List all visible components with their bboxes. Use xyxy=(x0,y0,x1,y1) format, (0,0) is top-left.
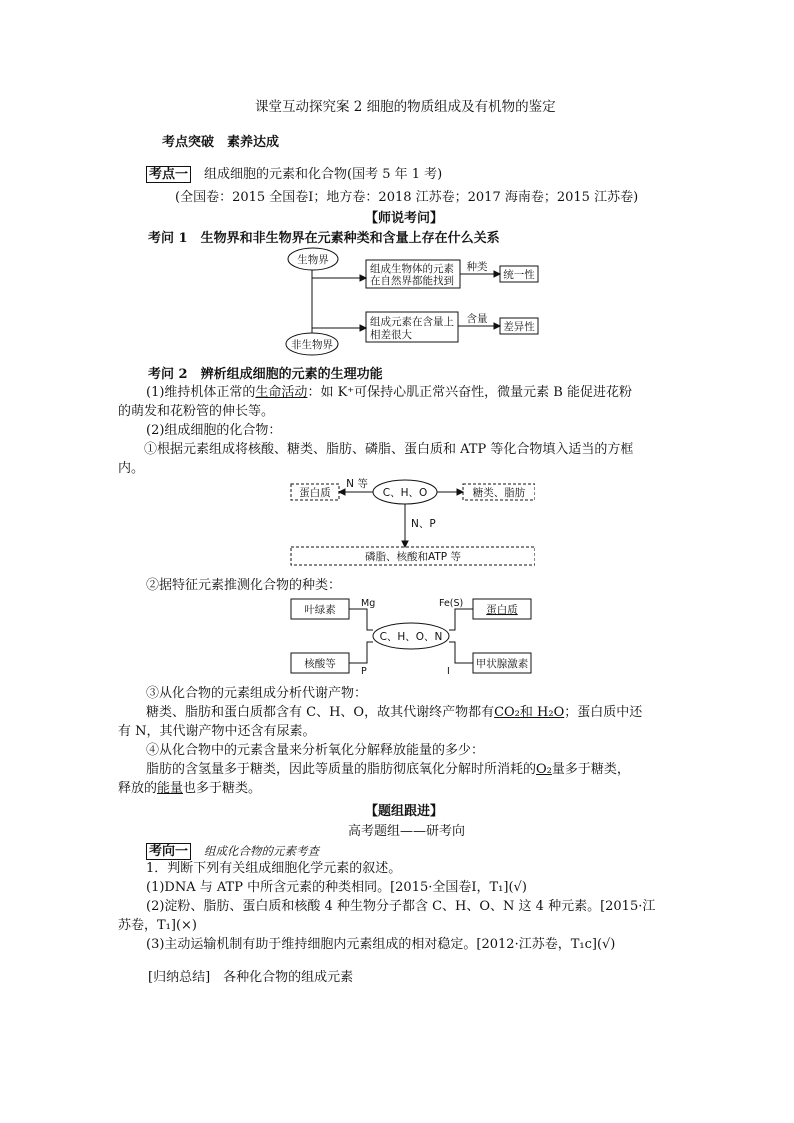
d2-bottom: 磷脂、核酸和ATP 等 xyxy=(365,551,461,563)
para-6-cont: 有 N，其代谢产物中还含有尿素。 xyxy=(118,724,316,739)
kaodian-text: 组成细胞的元素和化合物(国考 5 年 1 考) xyxy=(204,167,443,182)
para-1: (1)维持机体正常的生命活动：如 K⁺可保持心肌正常兴奋性，微量元素 B 能促进花粉 xyxy=(146,385,632,400)
d3-tr-label: Fe(S) xyxy=(439,598,464,609)
d1-box2b: 相差很大 xyxy=(370,329,412,341)
d1-box1b: 在自然界都能找到 xyxy=(370,275,454,287)
d1-arrow2: 含量 xyxy=(466,313,488,325)
para-2: (2)组成细胞的化合物： xyxy=(146,423,282,438)
t1-item-2: (2)淀粉、脂肪、蛋白质和核酸 4 种生物分子都含 C、H、O、N 这 4 种元素。[2015·江 xyxy=(146,899,656,914)
kaodian-sub: (全国卷：2015 全国卷Ⅰ；地方卷：2018 江苏卷；2017 海南卷；2015 江苏卷) xyxy=(175,190,639,205)
para-5: ③从化合物的元素组成分析代谢产物： xyxy=(146,686,368,701)
kaoxiang-label: 考向一 xyxy=(146,843,191,860)
d3-bl: 核酸等 xyxy=(304,658,336,670)
para-8-cont: 释放的能量也多于糖类。 xyxy=(118,781,262,796)
d3-tl: 叶绿素 xyxy=(304,604,336,616)
kaodian-heading xyxy=(146,163,442,182)
d2-down-label: N、P xyxy=(411,518,436,530)
question-t1: 1．判断下列有关组成细胞化学元素的叙述。 xyxy=(146,861,402,876)
t1-item-2-cont: 苏卷，T₁](×) xyxy=(118,918,197,933)
d1-arrow1: 种类 xyxy=(466,261,488,273)
gaokao-heading: 高考题组——研考向 xyxy=(348,824,466,839)
d3-br: 甲状腺激素 xyxy=(475,658,529,670)
d2-right: 糖类、脂肪 xyxy=(472,487,526,499)
diagram-compound-elements xyxy=(285,477,535,567)
para-7: ④从化合物中的元素含量来分析氧化分解释放能量的多少： xyxy=(146,743,485,758)
d3-tr: 蛋白质 xyxy=(486,604,518,616)
kaodian-label: 考点一 xyxy=(146,166,191,183)
para-6: 糖类、脂肪和蛋白质都含有 C、H、O，故其代谢终产物都有CO₂和 H₂O；蛋白质中还 xyxy=(146,705,643,720)
d1-box1a: 组成生物体的元素 xyxy=(370,263,454,275)
question-2: 考问 2 辨析组成细胞的元素的生理功能 xyxy=(148,367,383,382)
d1-nonbio: 非生物界 xyxy=(291,339,333,351)
para-8: 脂肪的含氢量多于糖类，因此等质量的脂肪彻底氧化分解时所消耗的O₂量多于糖类， xyxy=(146,762,630,777)
para-4: ②据特征元素推测化合物的种类： xyxy=(146,578,342,593)
para-3-cont: 内。 xyxy=(118,461,145,476)
kaoxiang-text: 组成化合物的元素考查 xyxy=(204,844,320,858)
section-heading: 考点突破 素养达成 xyxy=(162,135,280,150)
d2-center: C、H、O xyxy=(382,487,428,499)
d1-bio: 生物界 xyxy=(297,254,329,266)
t1-item-3: (3)主动运输机制有助于维持细胞内元素组成的相对稳定。[2012·江苏卷，T₁c](√) xyxy=(146,937,616,952)
page-title: 课堂互动探究案 2 细胞的物质组成及有机物的鉴定 xyxy=(255,99,556,115)
d2-left-arrow: N 等 xyxy=(346,478,368,490)
kaoxiang-heading xyxy=(146,840,319,859)
diagram-characteristic-elements xyxy=(285,595,535,677)
d1-res2: 差异性 xyxy=(503,321,535,333)
d3-br-label: I xyxy=(447,666,450,677)
d1-box2a: 组成元素在含量上 xyxy=(370,316,454,328)
para-1-cont: 的萌发和花粉管的伸长等。 xyxy=(118,404,275,419)
question-1: 考问 1 生物界和非生物界在元素种类和含量上存在什么关系 xyxy=(148,231,500,246)
d2-left: 蛋白质 xyxy=(299,487,331,499)
para-3: ①根据元素组成将核酸、糖类、脂肪、磷脂、蛋白质和 ATP 等化合物填入适当的方框 xyxy=(144,442,634,457)
d3-bl-label: P xyxy=(361,666,367,677)
shishuo-heading: 【师说考问】 xyxy=(365,211,444,226)
tizu-heading: 【题组跟进】 xyxy=(365,804,444,819)
d3-tl-label: Mg xyxy=(361,598,376,609)
diagram-bio-nonbio xyxy=(280,244,550,356)
t1-item-1: (1)DNA 与 ATP 中所含元素的种类相同。[2015·全国卷Ⅰ，T₁](√) xyxy=(146,880,527,895)
guina-heading: [归纳总结] 各种化合物的组成元素 xyxy=(148,970,354,985)
d3-center: C、H、O、N xyxy=(379,631,443,643)
d1-res1: 统一性 xyxy=(503,269,535,281)
